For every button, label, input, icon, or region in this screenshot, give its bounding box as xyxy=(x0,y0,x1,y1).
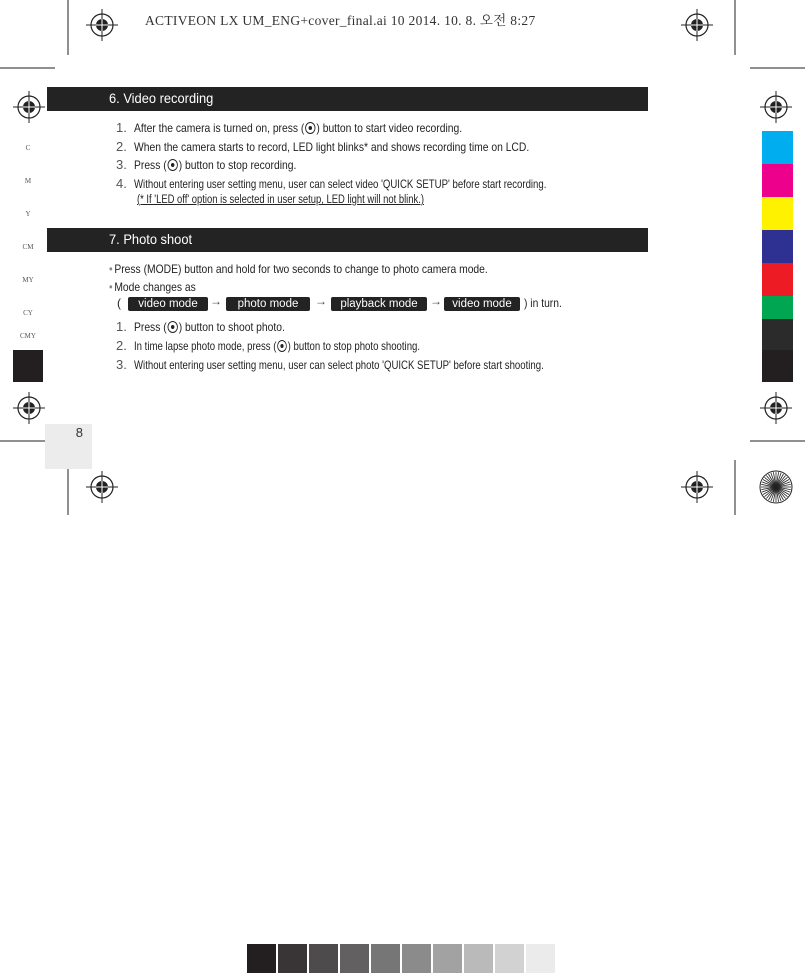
step-number: 2. xyxy=(116,338,127,353)
arrow-icon: → xyxy=(315,294,327,308)
swatch-my: MY xyxy=(22,276,34,284)
step-text: ) button to stop recording. xyxy=(178,158,297,172)
swatch-cm: CM xyxy=(22,243,34,251)
section-title-video: 6. Video recording xyxy=(109,90,214,106)
video-step-4 xyxy=(116,176,649,191)
arrow-icon: → xyxy=(210,294,222,308)
bullet-text: Press (MODE) button and hold for two seconds to change to photo camera mode. xyxy=(114,262,488,276)
grey-swatch xyxy=(526,944,555,973)
swatch-blue xyxy=(762,230,793,264)
grey-swatch xyxy=(247,944,276,973)
grey-swatch xyxy=(340,944,369,973)
print-header: ACTIVEON LX UM_ENG+cover_final.ai 10 2014. 10. 8. 오전 8:27 xyxy=(145,13,536,28)
swatch-cy: CY xyxy=(23,309,33,317)
step-text: Without entering user setting menu, user can select photo 'QUICK SETUP' before start shooting. xyxy=(134,358,544,372)
step-text: ) button to shoot photo. xyxy=(178,320,285,334)
mode-pill-video-2: video mode xyxy=(444,297,520,311)
arrow-icon: → xyxy=(430,294,442,308)
step-text: When the camera starts to record, LED light blinks* and shows recording time on LCD. xyxy=(134,140,530,154)
mode-pill-video: video mode xyxy=(128,297,208,311)
swatch-yellow xyxy=(762,197,793,231)
step-text: After the camera is turned on, press ( xyxy=(134,121,305,135)
step-text: Press ( xyxy=(134,320,167,334)
mode-pill-playback: playback mode xyxy=(331,297,427,311)
photo-step-1 xyxy=(116,319,309,334)
record-button-icon xyxy=(168,321,178,333)
grey-swatch xyxy=(495,944,524,973)
section-title-photo: 7. Photo shoot xyxy=(109,231,193,247)
step-number: 1. xyxy=(116,319,127,334)
step-number: 4. xyxy=(116,176,127,191)
step-text: Press ( xyxy=(134,158,167,172)
page-number: 8 xyxy=(75,425,83,440)
photo-step-3 xyxy=(116,357,646,372)
step-number: 3. xyxy=(116,157,127,172)
photo-bullet-2 xyxy=(109,280,196,294)
video-step-1 xyxy=(116,120,516,135)
grey-swatch xyxy=(464,944,493,973)
grey-swatch xyxy=(371,944,400,973)
step-number: 2. xyxy=(116,139,127,154)
mode-pill-photo: photo mode xyxy=(226,297,310,311)
bullet-dot: • xyxy=(109,262,113,276)
in-turn-text: ) in turn. xyxy=(524,296,562,310)
bullet-dot: • xyxy=(109,280,113,294)
record-button-icon xyxy=(168,159,178,171)
swatch-m: M xyxy=(24,177,32,185)
record-button-icon xyxy=(305,122,315,134)
step-text: In time lapse photo mode, press ( xyxy=(134,339,277,353)
video-step-2 xyxy=(116,139,594,154)
section-bar-photo xyxy=(47,228,648,252)
grey-swatch xyxy=(402,944,431,973)
led-note: (* If 'LED off' option is selected in user setup, LED light will not blink.) xyxy=(137,194,424,206)
swatch-red xyxy=(762,263,793,297)
page-number-tab xyxy=(45,424,92,469)
step-number: 1. xyxy=(116,120,127,135)
grey-swatch xyxy=(278,944,307,973)
paren-open: ( xyxy=(117,296,121,310)
video-step-3 xyxy=(116,157,323,172)
photo-bullet-1 xyxy=(109,262,488,276)
photo-step-2 xyxy=(116,338,492,353)
swatch-magenta xyxy=(762,164,793,198)
swatch-cmy: CMY xyxy=(20,332,36,340)
step-text: ) button to start video recording. xyxy=(316,121,463,135)
grey-swatch xyxy=(309,944,338,973)
swatch-cyan xyxy=(762,131,793,165)
step-text: Without entering user setting menu, user can select video 'QUICK SETUP' before start recording. xyxy=(134,177,547,191)
record-button-icon xyxy=(277,340,287,352)
grey-swatch xyxy=(433,944,462,973)
swatch-k xyxy=(13,350,43,382)
bullet-text: Mode changes as xyxy=(114,280,196,294)
swatch-c: C xyxy=(25,144,31,152)
step-text: ) button to stop photo shooting. xyxy=(287,339,421,353)
step-number: 3. xyxy=(116,357,127,372)
swatch-black xyxy=(762,350,793,382)
swatch-dark xyxy=(762,319,793,353)
section-bar-video xyxy=(47,87,648,111)
swatch-y: Y xyxy=(25,210,31,218)
